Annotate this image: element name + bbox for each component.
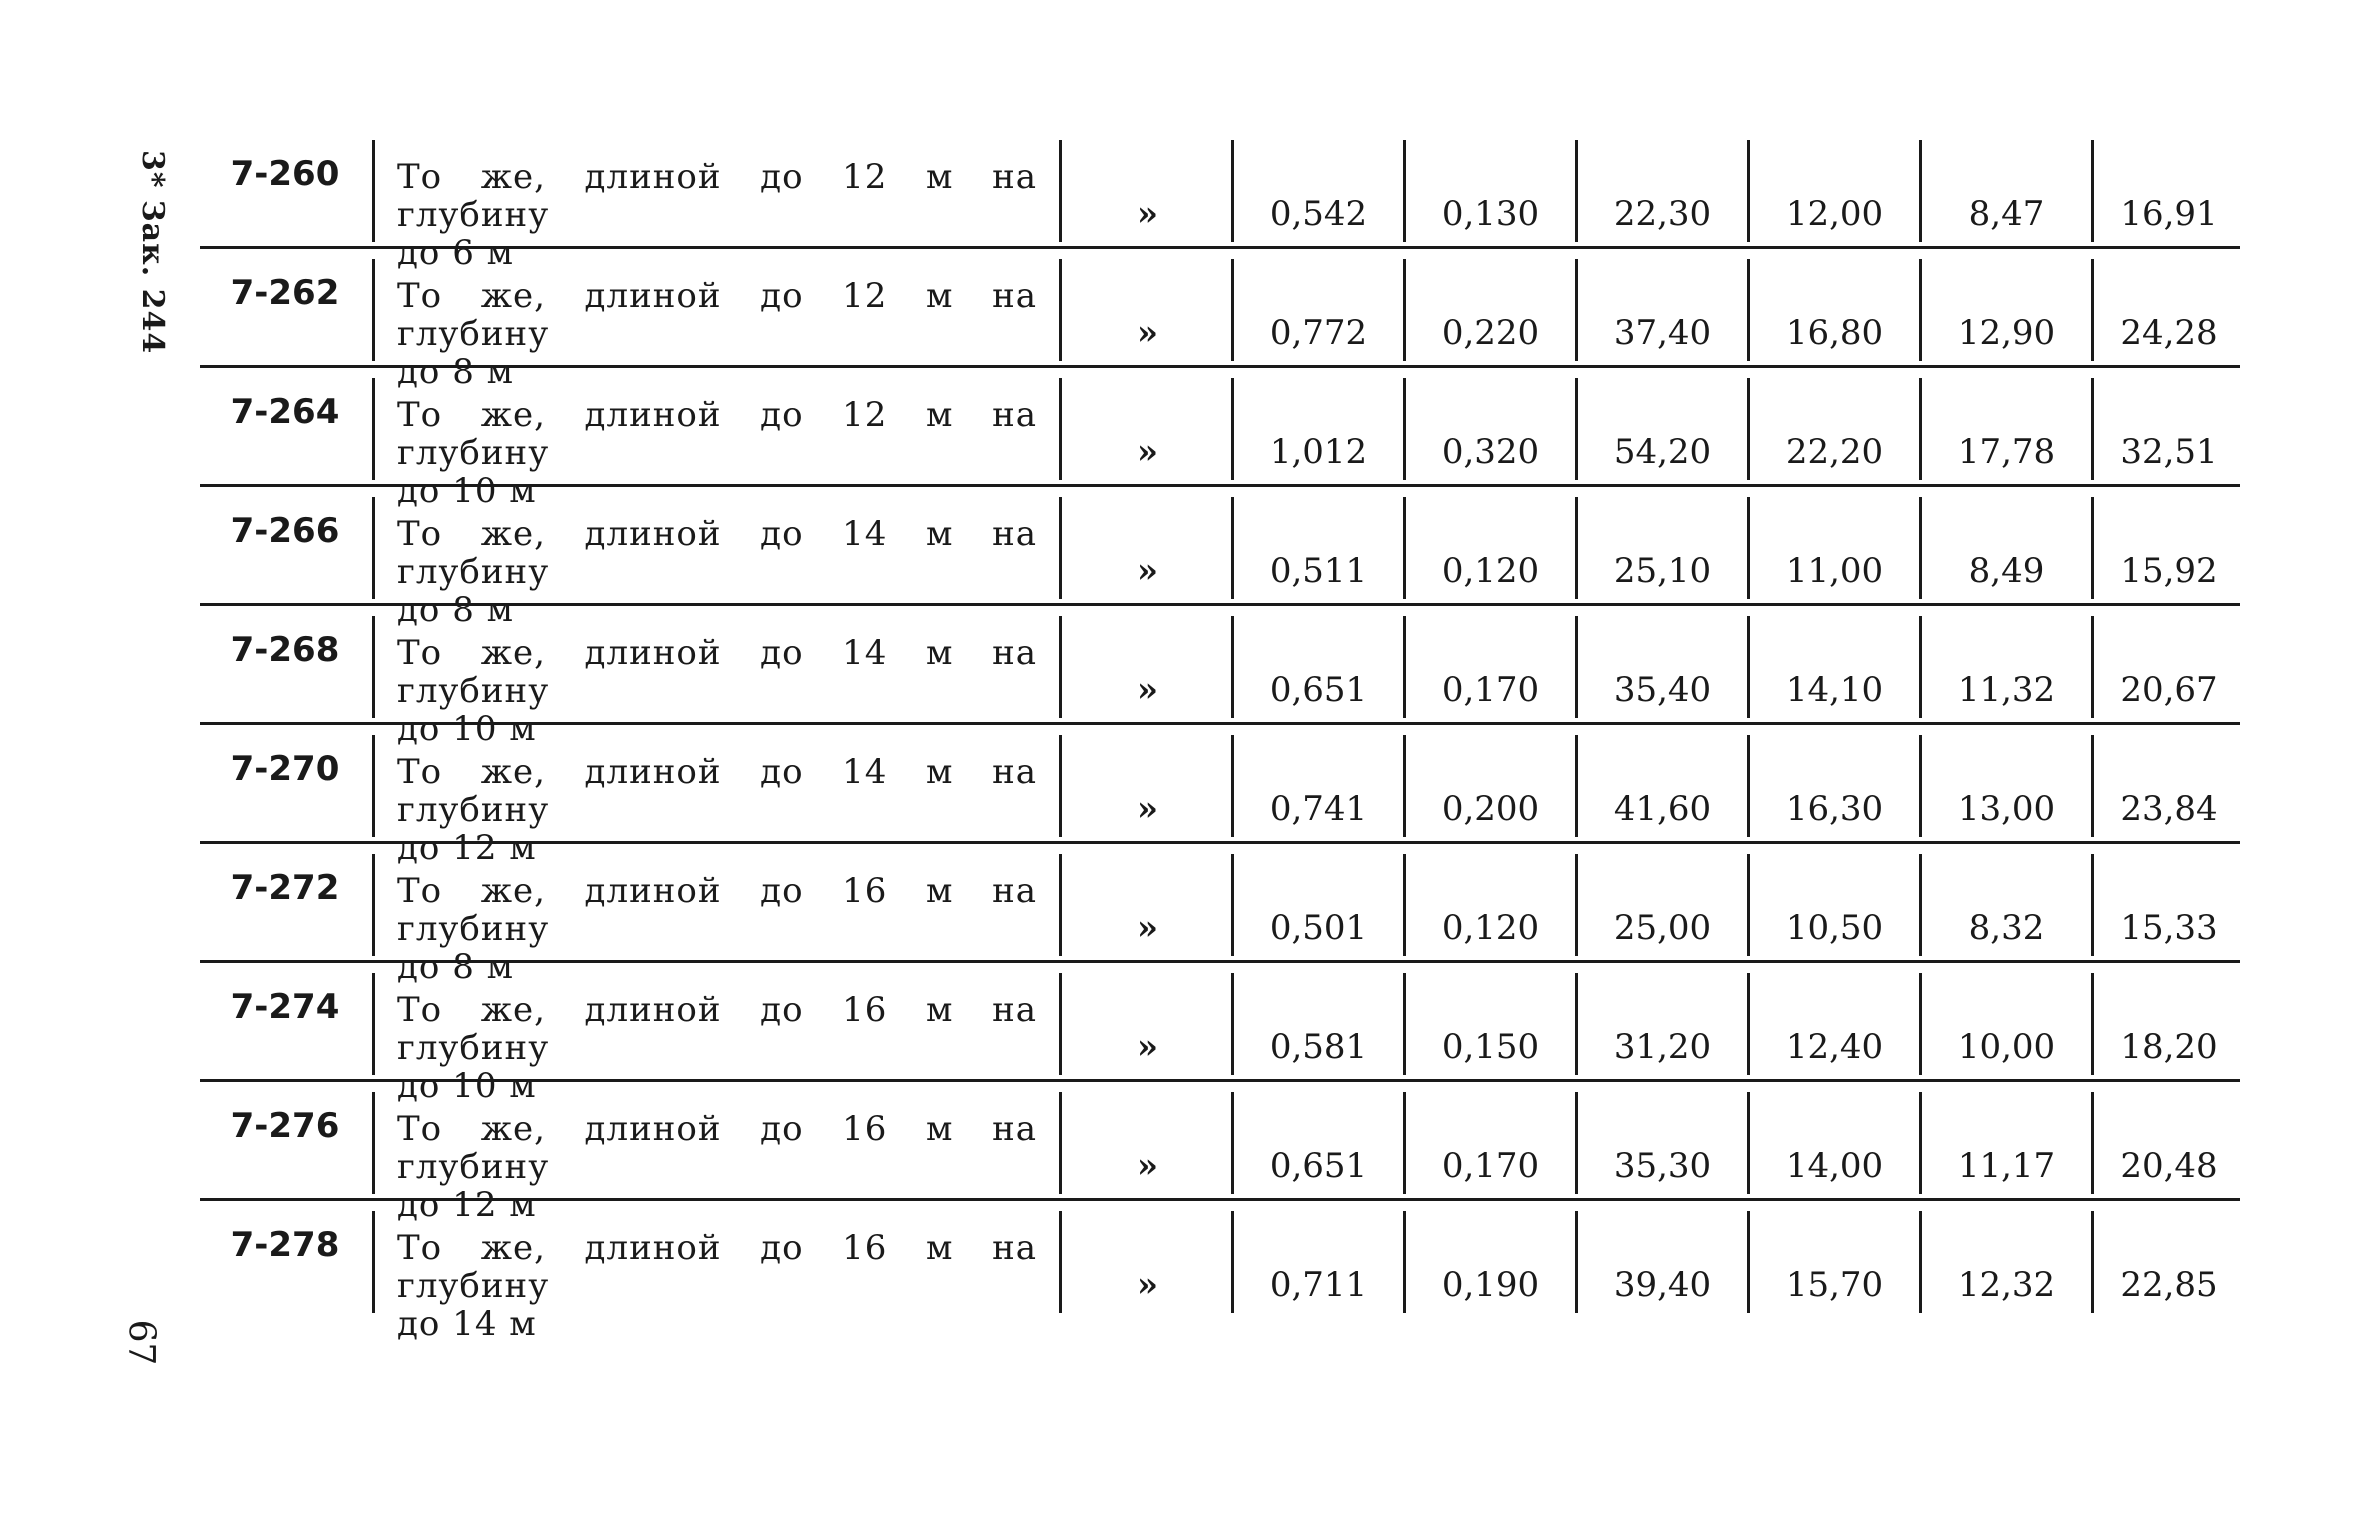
row-value-1: 0,581	[1234, 973, 1406, 1075]
table-row	[200, 1082, 2240, 1225]
row-value-1: 0,511	[1234, 497, 1406, 599]
row-value-2: 0,120	[1406, 497, 1578, 599]
row-value-6: 20,48	[2120, 1146, 2218, 1186]
row-value-3: 39,40	[1578, 1211, 1750, 1313]
row-description-line-1: То же, длиной до 16 м на глубину	[397, 990, 1037, 1068]
row-description	[372, 616, 1062, 749]
row-value-3: 54,20	[1578, 378, 1750, 480]
row-value-3: 35,40	[1578, 616, 1750, 718]
row-code: 7-260	[230, 154, 340, 194]
row-value-1: 0,651	[1234, 1092, 1406, 1194]
row-value-2: 0,320	[1406, 378, 1578, 480]
row-description	[372, 497, 1062, 630]
row-description-line-2: до 8 м	[397, 947, 515, 987]
row-description-line-2: до 6 м	[397, 233, 515, 273]
row-value-1: 0,772	[1234, 259, 1406, 361]
row-description	[372, 1211, 1062, 1344]
row-description-line-2: до 12 м	[397, 1185, 537, 1225]
row-value-6: 18,20	[2120, 1027, 2218, 1067]
rates-table	[200, 130, 2240, 1344]
row-code: 7-272	[230, 868, 340, 908]
row-value-5: 11,17	[1922, 1092, 2094, 1194]
row-description	[372, 973, 1062, 1106]
row-description-line-1: То же, длиной до 16 м на глубину	[397, 1109, 1037, 1187]
row-unit: »	[1064, 259, 1234, 361]
row-description-line-2: до 12 м	[397, 828, 537, 868]
row-value-2: 0,170	[1406, 616, 1578, 718]
row-value-2: 0,130	[1406, 140, 1578, 242]
table-row	[200, 963, 2240, 1106]
row-value-5: 8,49	[1922, 497, 2094, 599]
row-value-1: 0,651	[1234, 616, 1406, 718]
table-row	[200, 130, 2240, 273]
row-unit: »	[1064, 497, 1234, 599]
row-unit: »	[1064, 854, 1234, 956]
row-description-line-1: То же, длиной до 14 м на глубину	[397, 514, 1037, 592]
row-description-line-1: То же, длиной до 16 м на глубину	[397, 871, 1037, 949]
table-row	[200, 249, 2240, 392]
row-description-line-1: То же, длиной до 12 м на глубину	[397, 395, 1037, 473]
table-row	[200, 368, 2240, 511]
row-value-4: 12,40	[1750, 973, 1922, 1075]
row-value-5: 10,00	[1922, 973, 2094, 1075]
row-value-4: 14,10	[1750, 616, 1922, 718]
row-value-6: 24,28	[2120, 313, 2218, 353]
row-code: 7-270	[230, 749, 340, 789]
row-unit: »	[1064, 140, 1234, 242]
row-unit: »	[1064, 973, 1234, 1075]
row-value-1: 0,741	[1234, 735, 1406, 837]
row-description-line-1: То же, длиной до 12 м на глубину	[397, 276, 1037, 354]
row-value-5: 12,90	[1922, 259, 2094, 361]
row-value-3: 35,30	[1578, 1092, 1750, 1194]
row-description-line-1: То же, длиной до 16 м на глубину	[397, 1228, 1037, 1306]
row-value-4: 16,30	[1750, 735, 1922, 837]
row-value-6: 16,91	[2120, 194, 2218, 234]
row-value-2: 0,200	[1406, 735, 1578, 837]
table-row	[200, 487, 2240, 630]
row-value-3: 22,30	[1578, 140, 1750, 242]
row-value-3: 25,10	[1578, 497, 1750, 599]
row-value-2: 0,220	[1406, 259, 1578, 361]
row-unit: »	[1064, 1211, 1234, 1313]
row-code: 7-264	[230, 392, 340, 432]
table-row	[200, 606, 2240, 749]
row-description	[372, 735, 1062, 868]
row-value-2: 0,120	[1406, 854, 1578, 956]
row-description-line-1: То же, длиной до 14 м на глубину	[397, 633, 1037, 711]
row-unit: »	[1064, 735, 1234, 837]
row-description-line-2: до 10 м	[397, 471, 537, 511]
row-code: 7-268	[230, 630, 340, 670]
row-value-5: 12,32	[1922, 1211, 2094, 1313]
row-value-4: 11,00	[1750, 497, 1922, 599]
row-description-line-2: до 14 м	[397, 1304, 537, 1344]
row-value-6: 32,51	[2120, 432, 2218, 472]
row-value-2: 0,170	[1406, 1092, 1578, 1194]
row-description	[372, 1092, 1062, 1225]
row-description-line-2: до 10 м	[397, 1066, 537, 1106]
table-row	[200, 844, 2240, 987]
side-note: 3* Зак. 244	[135, 150, 170, 355]
row-description-line-1: То же, длиной до 12 м на глубину	[397, 157, 1037, 235]
row-code: 7-274	[230, 987, 340, 1027]
row-code: 7-278	[230, 1225, 340, 1265]
row-value-6: 22,85	[2120, 1265, 2218, 1305]
row-value-4: 10,50	[1750, 854, 1922, 956]
row-value-4: 16,80	[1750, 259, 1922, 361]
row-value-2: 0,190	[1406, 1211, 1578, 1313]
row-value-3: 37,40	[1578, 259, 1750, 361]
table-row	[200, 1201, 2240, 1344]
row-value-3: 31,20	[1578, 973, 1750, 1075]
row-value-6: 20,67	[2120, 670, 2218, 710]
row-value-4: 22,20	[1750, 378, 1922, 480]
row-description-line-2: до 10 м	[397, 709, 537, 749]
row-description	[372, 854, 1062, 987]
row-value-3: 25,00	[1578, 854, 1750, 956]
row-description	[372, 378, 1062, 511]
row-value-4: 14,00	[1750, 1092, 1922, 1194]
row-value-5: 8,47	[1922, 140, 2094, 242]
row-value-1: 0,542	[1234, 140, 1406, 242]
row-value-1: 0,711	[1234, 1211, 1406, 1313]
row-value-1: 0,501	[1234, 854, 1406, 956]
row-value-4: 15,70	[1750, 1211, 1922, 1313]
row-unit: »	[1064, 616, 1234, 718]
table-row	[200, 725, 2240, 868]
row-description-line-2: до 8 м	[397, 352, 515, 392]
page-number: 67	[120, 1319, 162, 1366]
row-value-6: 23,84	[2120, 789, 2218, 829]
row-value-5: 8,32	[1922, 854, 2094, 956]
row-code: 7-262	[230, 273, 340, 313]
row-value-6: 15,33	[2120, 908, 2218, 948]
row-value-6: 15,92	[2120, 551, 2218, 591]
row-value-5: 11,32	[1922, 616, 2094, 718]
row-unit: »	[1064, 378, 1234, 480]
row-value-3: 41,60	[1578, 735, 1750, 837]
row-value-5: 13,00	[1922, 735, 2094, 837]
row-code: 7-276	[230, 1106, 340, 1146]
row-value-1: 1,012	[1234, 378, 1406, 480]
row-description-line-1: То же, длиной до 14 м на глубину	[397, 752, 1037, 830]
row-description	[372, 140, 1062, 273]
row-value-5: 17,78	[1922, 378, 2094, 480]
row-code: 7-266	[230, 511, 340, 551]
row-description	[372, 259, 1062, 392]
row-description-line-2: до 8 м	[397, 590, 515, 630]
row-unit: »	[1064, 1092, 1234, 1194]
row-value-2: 0,150	[1406, 973, 1578, 1075]
row-value-4: 12,00	[1750, 140, 1922, 242]
